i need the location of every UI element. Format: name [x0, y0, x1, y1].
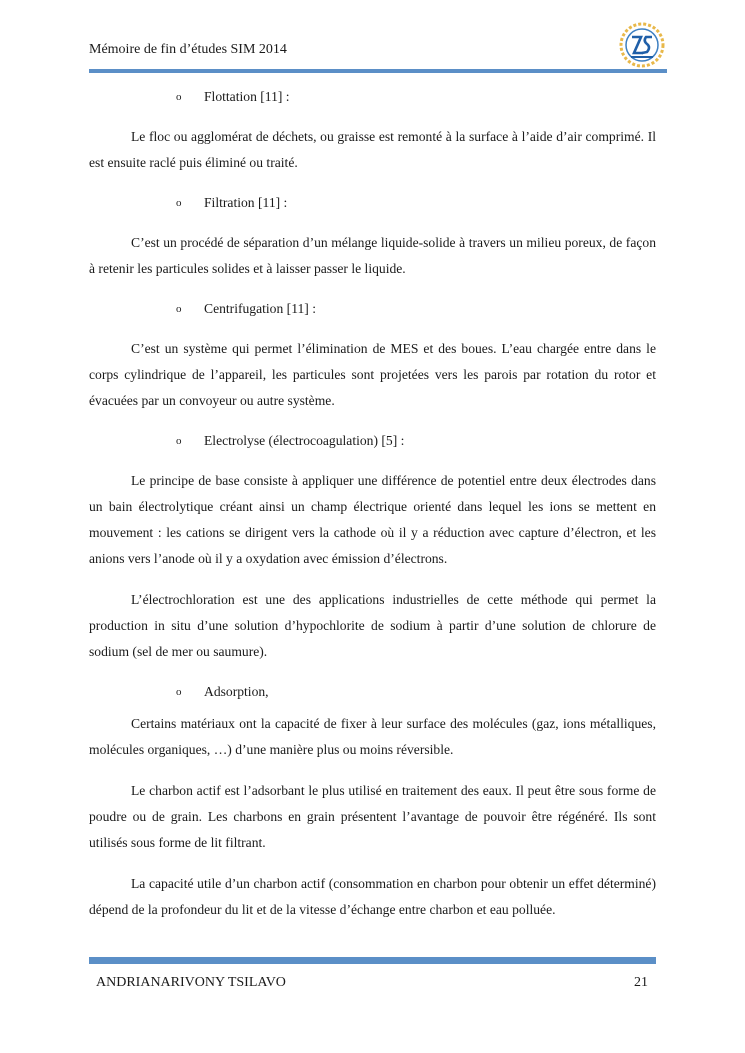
paragraph: Le principe de base consiste à appliquer une différence de potentiel entre deux électrodes dans un bain électrolytique créant ainsi un champ électrique orienté dans lequel les ions se mettent en mouvement : les cations se dirigent vers la cathode où il y a réduction avec capture d’électron, et les anions vers l’anode où il y a oxydation avec émission d’électrons. — [89, 473, 656, 566]
university-logo-icon — [619, 22, 665, 68]
section-centrifugation — [89, 296, 656, 428]
section-electrolyse — [89, 428, 656, 679]
bullet-marker: o — [176, 197, 182, 209]
bullet-marker: o — [176, 435, 182, 447]
section-adsorption — [89, 679, 656, 923]
bullet-marker: o — [176, 303, 182, 315]
page-number: 21 — [634, 975, 648, 990]
paragraph: La capacité utile d’un charbon actif (consommation en charbon pour obtenir un effet déterminé) dépend de la profondeur du lit et de la vitesse d’échange entre charbon et eau polluée. — [89, 876, 656, 917]
bullet-heading: o Flottation [11] : — [89, 84, 656, 110]
section-filtration — [89, 190, 656, 296]
paragraph: C’est un système qui permet l’élimination de MES et des boues. L’eau chargée entre dans le corps cylindrique de l’appareil, les particules sont projetées vers les parois par rotation du rotor et évacuées par un convoyeur ou autre système. — [89, 341, 656, 408]
bullet-heading: o Centrifugation [11] : — [89, 296, 656, 322]
bullet-heading: o Adsorption, — [89, 679, 656, 705]
bullet-marker: o — [176, 686, 182, 698]
section-flottation — [89, 84, 656, 190]
footer-rule — [89, 957, 656, 964]
bullet-heading: o Filtration [11] : — [89, 190, 656, 216]
paragraph: L’électrochloration est une des applications industrielles de cette méthode qui permet la production in situ d’une solution d’hypochlorite de sodium à partir d’une solution de chlorure de sodium (sel de mer ou saumure). — [89, 592, 656, 659]
bullet-heading: o Electrolyse (électrocoagulation) [5] : — [89, 428, 656, 454]
bullet-marker: o — [176, 91, 182, 103]
header-title: Mémoire de fin d’études SIM 2014 — [89, 42, 287, 57]
footer-author: ANDRIANARIVONY TSILAVO — [96, 975, 286, 990]
page-body — [89, 84, 656, 923]
paragraph: C’est un procédé de séparation d’un mélange liquide-solide à travers un milieu poreux, de façon à retenir les particules solides et à laisser passer le liquide. — [89, 235, 656, 276]
paragraph: Le charbon actif est l’adsorbant le plus utilisé en traitement des eaux. Il peut être sous forme de poudre ou de grain. Les charbons en grain présentent l’avantage de pouvoir être régénéré. Ils sont utilisés sous forme de lit filtrant. — [89, 783, 656, 850]
header-rule — [89, 69, 667, 73]
paragraph: Certains matériaux ont la capacité de fixer à leur surface des molécules (gaz, ions métalliques, molécules organiques, …) d’une manière plus ou moins réversible. — [89, 716, 656, 757]
paragraph: Le floc ou agglomérat de déchets, ou graisse est remonté à la surface à l’aide d’air comprimé. Il est ensuite raclé puis éliminé ou traité. — [89, 129, 656, 170]
